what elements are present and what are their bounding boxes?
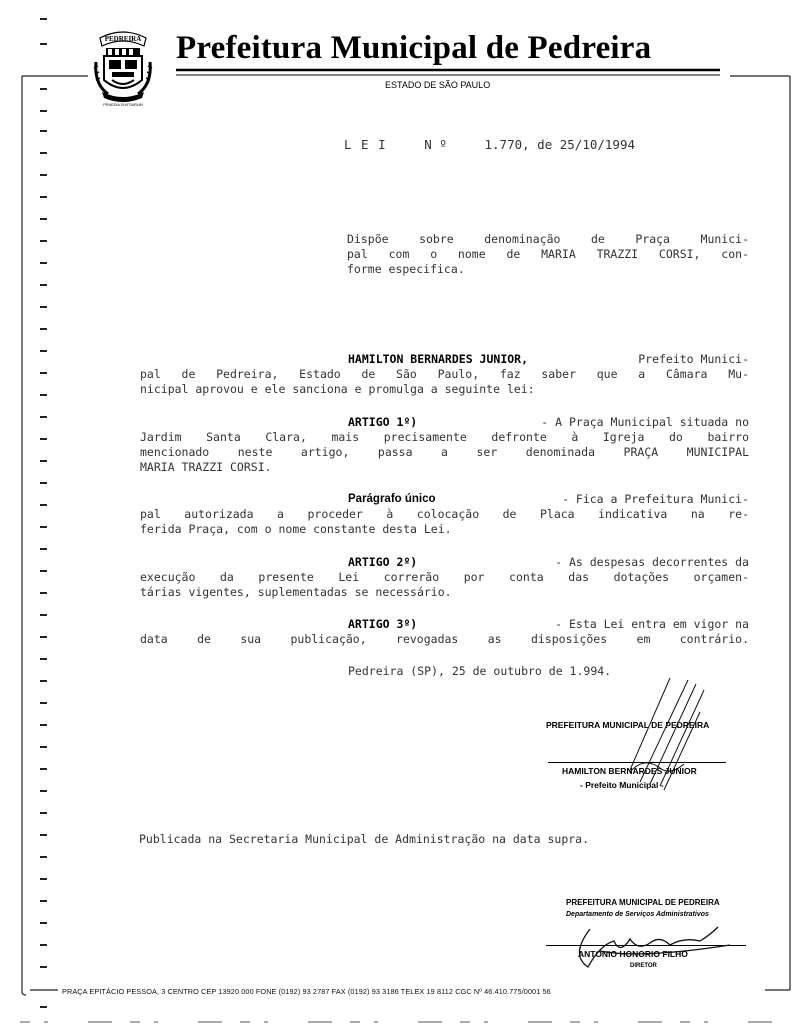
mayor-stamp-name: HAMILTON BERNARDES JUNIOR (562, 766, 697, 776)
law-heading-lei: L E I (344, 137, 387, 152)
crest-motto-text: PRAEDIA DIVITIARUM (103, 103, 143, 107)
law-heading-number-label: N º (424, 137, 447, 152)
article-line: - Esta Lei entra em vigor na (555, 617, 749, 631)
summary-line: forme especifica. (347, 262, 465, 276)
article-3-label: ARTIGO 3º) (348, 617, 418, 631)
publication-note: Publicada na Secretaria Municipal de Administração na data supra. (139, 832, 590, 846)
article-line: ferida Praça, com o nome constante desta Lei. (140, 522, 452, 536)
secretary-signature (560, 915, 740, 975)
preamble-line: nicipal aprovou e ele sanciona e promulga a seguinte lei: (140, 382, 535, 396)
summary-line: Dispõe sobre denominação de Praça Munici- (347, 232, 749, 246)
article-2-label: ARTIGO 2º) (348, 555, 418, 569)
article-line: Jardim Santa Clara, mais precisamente defronte à Igreja do bairro (140, 430, 749, 444)
city-crest-logo (92, 22, 154, 108)
page-title: Prefeitura Municipal de Pedreira (176, 30, 652, 66)
article-1 (140, 415, 749, 475)
mayor-name: HAMILTON BERNARDES JUNIOR, (348, 352, 529, 366)
summary-line: pal com o nome de MARIA TRAZZI CORSI, con- (347, 247, 749, 261)
article-2 (140, 555, 749, 600)
law-number: 1.770, de 25/10/1994 (484, 137, 636, 152)
stamp2-org: PREFEITURA MUNICIPAL DE PEDREIRA (566, 898, 720, 907)
article-line: pal autorizada a proceder à colocação de Placa indicativa na re- (140, 507, 749, 521)
article-line: - A Praça Municipal situada no (541, 415, 749, 429)
sole-paragraph-label: Parágrafo único (348, 493, 436, 505)
article-line: data de sua publicação, revogadas as disposições em contrário. (140, 632, 749, 646)
preamble-paragraph (140, 352, 749, 397)
page-subtitle: ESTADO DE SÃO PAULO (385, 80, 491, 90)
article-line: tárias vigentes, suplementadas se necessário. (140, 585, 452, 599)
sole-paragraph (140, 492, 749, 537)
footer-address: PRAÇA EPITÁCIO PESSOA, 3 CENTRO CEP 13920 000 FONE (0192) 93 2787 FAX (0192) 93 3186 TELEX 19 8112 CGC Nº 46.410.775/0001 56 (62, 987, 551, 996)
article-1-label: ARTIGO 1º) (348, 415, 418, 429)
preamble-line: Prefeito Munici- (638, 352, 749, 366)
article-line: MARIA TRAZZI CORSI. (140, 460, 272, 474)
article-line: - Fica a Prefeitura Munici- (562, 492, 749, 506)
law-summary (347, 232, 749, 277)
article-3 (140, 617, 749, 647)
preamble-line: pal de Pedreira, Estado de São Paulo, faz saber que a Câmara Mu- (140, 367, 749, 381)
secretary-name: ANTONIO HONORIO FILHO (578, 949, 688, 959)
secretary-role: DIRETOR (630, 963, 657, 969)
law-heading (344, 137, 635, 152)
article-line: - As despesas decorrentes da (555, 555, 749, 569)
article-line: mencionado neste artigo, passa a ser denominada PRAÇA MUNICIPAL (140, 445, 749, 459)
mayor-signature (600, 672, 720, 792)
crest-banner-text: PEDREIRA (104, 35, 142, 43)
stamp-org: PREFEITURA MUNICIPAL DE PEDREIRA (546, 720, 710, 730)
stamp2-dept: Departamento de Serviços Administrativos (566, 911, 709, 918)
date-line: Pedreira (SP), 25 de outubro de 1.994. (348, 664, 612, 678)
article-line: execução da presente Lei correrão por conta das dotações orçamen- (140, 570, 749, 584)
mayor-stamp-role: - Prefeito Municipal - (580, 780, 664, 790)
